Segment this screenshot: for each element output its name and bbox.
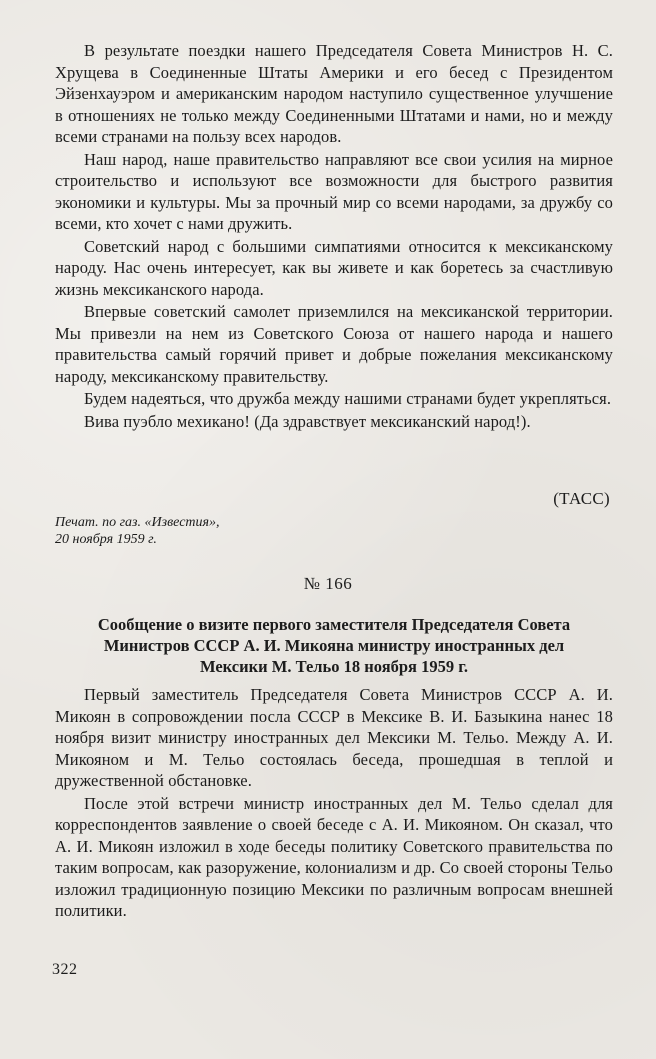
source-note-line-1: Печат. по газ. «Известия», [55,515,220,530]
document-text-block [55,684,613,922]
speech-paragraph-3: Советский народ с большими симпатиями относится к мексиканскому народу. Нас очень интересует, как вы живете и как боретесь за счастливую жизнь мексиканского народа. [55,236,613,299]
source-note-line-2: 20 ноября 1959 г. [55,532,157,547]
speech-paragraph-6: Вива пуэбло мехикано! (Да здравствует мексиканский народ!). [84,411,531,431]
page-number: 322 [52,961,78,978]
speech-paragraph-5: Будем надеяться, что дружба между нашими странами будет укрепляться. [84,389,612,408]
document-title: Сообщение о визите первого заместителя Председателя Совета Министров СССР А. И. Микояна министру иностранных дел Мексики М. Тельо 18 ноября 1959 г. [97,615,571,676]
source-note [55,514,315,548]
document-paragraph-2: После этой встречи министр иностранных дел М. Тельо сделал для корреспондентов заявление о своей беседе с А. И. Микояном. Он сказал, что А. И. Микоян изложил в ходе беседы политику Советского правительства по таким вопросам, как разоружение, колониализм и др. Со своей стороны Тельо изложил традиционную позицию Мексики по различным вопросам внешней политики. [55,793,613,920]
signature-tass: (ТАСС) [553,489,610,508]
speech-paragraph-2: Наш народ, наше правительство направляют все свои усилия на мирное строительство и используют все возможности для быстрого развития экономики и культуры. Мы за прочный мир со всеми народами, за дружбу со всеми, кто хочет с нами дружить. [55,149,613,233]
speech-text-block [55,40,613,432]
document-paragraph-1: Первый заместитель Председателя Совета Министров СССР А. И. Микоян в сопровождении посла СССР в Мексике В. И. Базыкина нанес 18 ноября визит министру иностранных дел Мексики М. Тельо. Между А. И. Микояном и М. Тельо состоялась беседа, прошедшая в теплой и дружественной обстановке. [55,685,613,790]
speech-paragraph-4: Впервые советский самолет приземлился на мексиканской территории. Мы привезли на нем из Советского Союза от нашего народа и нашего правительства самый горячий привет и добрые пожелания мексиканскому народу, мексиканскому правительству. [55,302,613,386]
speech-paragraph-1: В результате поездки нашего Председателя Совета Министров Н. С. Хрущева в Соединенные Штаты Америки и его бесед с Президентом Эйзенхауэром и американским народом наступило существенное улучшение в отношениях не только между Соединенными Штатами и нами, но и между всеми странами на пользу всех народов. [55,41,613,146]
document-number: № 166 [303,574,353,593]
